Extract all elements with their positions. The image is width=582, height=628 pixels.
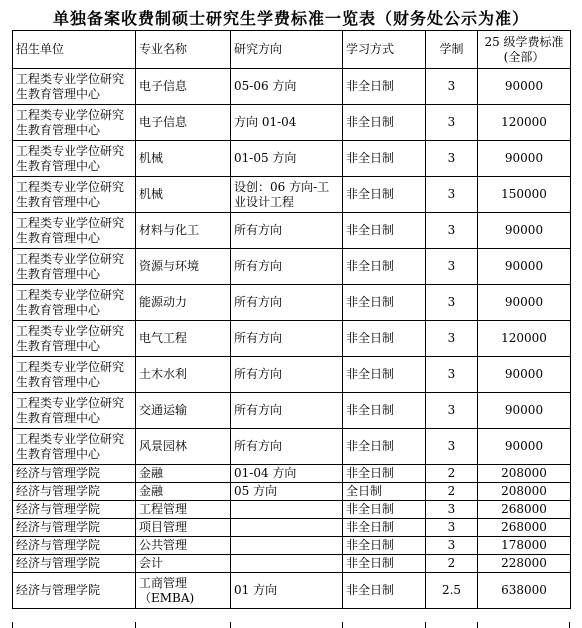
table-divider: [342, 622, 343, 628]
cell-major: 会计: [136, 555, 231, 573]
cell-direction: 所有方向: [231, 285, 343, 321]
cell-unit: 经济与管理学院: [13, 573, 136, 609]
cell-major: 风景园林: [136, 429, 231, 465]
cell-direction: 设创：06 方向-工业设计工程: [231, 177, 343, 213]
cell-tuition: 90000: [478, 141, 571, 177]
cell-study-mode: 非全日制: [343, 501, 426, 519]
table-continuation: [12, 622, 570, 628]
cell-duration: 3: [426, 249, 478, 285]
cell-unit: 经济与管理学院: [13, 465, 136, 483]
cell-tuition: 90000: [478, 213, 571, 249]
cell-major: 金融: [136, 465, 231, 483]
table-row: [13, 105, 571, 141]
cell-unit: 工程类专业学位研究生教育管理中心: [13, 141, 136, 177]
cell-duration: 3: [426, 321, 478, 357]
cell-study-mode: 非全日制: [343, 285, 426, 321]
cell-duration: 3: [426, 141, 478, 177]
cell-duration: 3: [426, 105, 478, 141]
cell-duration: 3: [426, 537, 478, 555]
cell-tuition: 638000: [478, 573, 571, 609]
cell-tuition: 90000: [478, 285, 571, 321]
cell-study-mode: 非全日制: [343, 249, 426, 285]
cell-major: 土木水利: [136, 357, 231, 393]
cell-major: 公共管理: [136, 537, 231, 555]
cell-tuition: 150000: [478, 177, 571, 213]
cell-study-mode: 非全日制: [343, 141, 426, 177]
cell-direction: [231, 519, 343, 537]
cell-direction: 所有方向: [231, 321, 343, 357]
table-row: [13, 573, 571, 609]
cell-major: 工程管理: [136, 501, 231, 519]
table-row: [13, 537, 571, 555]
cell-duration: 2: [426, 465, 478, 483]
cell-study-mode: 非全日制: [343, 105, 426, 141]
cell-unit: 工程类专业学位研究生教育管理中心: [13, 213, 136, 249]
cell-direction: 01-05 方向: [231, 141, 343, 177]
cell-direction: 01-04 方向: [231, 465, 343, 483]
cell-unit: 经济与管理学院: [13, 537, 136, 555]
cell-study-mode: 非全日制: [343, 519, 426, 537]
cell-unit: 经济与管理学院: [13, 483, 136, 501]
table-row: [13, 141, 571, 177]
cell-duration: 3: [426, 501, 478, 519]
cell-unit: 经济与管理学院: [13, 501, 136, 519]
col-header-major: 专业名称: [136, 31, 231, 69]
cell-tuition: 120000: [478, 321, 571, 357]
cell-major: 交通运输: [136, 393, 231, 429]
table-divider: [425, 622, 426, 628]
cell-unit: 工程类专业学位研究生教育管理中心: [13, 285, 136, 321]
cell-unit: 工程类专业学位研究生教育管理中心: [13, 429, 136, 465]
table-row: [13, 393, 571, 429]
table-row: [13, 465, 571, 483]
cell-unit: 工程类专业学位研究生教育管理中心: [13, 249, 136, 285]
table-row: [13, 285, 571, 321]
cell-duration: 2: [426, 555, 478, 573]
table-body: [13, 31, 571, 609]
cell-tuition: 90000: [478, 249, 571, 285]
cell-unit: 工程类专业学位研究生教育管理中心: [13, 357, 136, 393]
cell-major: 材料与化工: [136, 213, 231, 249]
cell-unit: 工程类专业学位研究生教育管理中心: [13, 105, 136, 141]
table-divider: [230, 622, 231, 628]
table-divider: [135, 622, 136, 628]
cell-unit: 经济与管理学院: [13, 519, 136, 537]
col-header-study-mode: 学习方式: [343, 31, 426, 69]
cell-unit: 经济与管理学院: [13, 555, 136, 573]
table-row: [13, 249, 571, 285]
cell-study-mode: 非全日制: [343, 429, 426, 465]
table-row: [13, 501, 571, 519]
table-row: [13, 483, 571, 501]
cell-duration: 2: [426, 483, 478, 501]
table-row: [13, 321, 571, 357]
table-row: [13, 357, 571, 393]
cell-study-mode: 非全日制: [343, 555, 426, 573]
col-header-direction: 研究方向: [231, 31, 343, 69]
cell-duration: 3: [426, 357, 478, 393]
cell-tuition: 208000: [478, 465, 571, 483]
col-header-duration: 学制: [426, 31, 478, 69]
cell-direction: [231, 501, 343, 519]
cell-study-mode: 非全日制: [343, 177, 426, 213]
cell-tuition: 228000: [478, 555, 571, 573]
cell-duration: 3: [426, 213, 478, 249]
cell-unit: 工程类专业学位研究生教育管理中心: [13, 69, 136, 105]
table-row: [13, 213, 571, 249]
cell-major: 电子信息: [136, 69, 231, 105]
cell-duration: 3: [426, 429, 478, 465]
cell-direction: 所有方向: [231, 357, 343, 393]
cell-tuition: 90000: [478, 429, 571, 465]
cell-study-mode: 非全日制: [343, 321, 426, 357]
cell-study-mode: 全日制: [343, 483, 426, 501]
cell-direction: 所有方向: [231, 393, 343, 429]
cell-duration: 3: [426, 519, 478, 537]
cell-tuition: 90000: [478, 69, 571, 105]
table-row: [13, 429, 571, 465]
cell-major: 电气工程: [136, 321, 231, 357]
cell-study-mode: 非全日制: [343, 69, 426, 105]
cell-direction: 所有方向: [231, 213, 343, 249]
cell-major: 机械: [136, 141, 231, 177]
cell-major: 工商管理（EMBA): [136, 573, 231, 609]
cell-study-mode: 非全日制: [343, 213, 426, 249]
cell-duration: 2.5: [426, 573, 478, 609]
cell-tuition: 90000: [478, 357, 571, 393]
cell-study-mode: 非全日制: [343, 573, 426, 609]
cell-study-mode: 非全日制: [343, 357, 426, 393]
cell-major: 机械: [136, 177, 231, 213]
cell-direction: 05 方向: [231, 483, 343, 501]
cell-duration: 3: [426, 393, 478, 429]
table-row: [13, 555, 571, 573]
tuition-table: [12, 30, 571, 609]
cell-study-mode: 非全日制: [343, 537, 426, 555]
cell-unit: 工程类专业学位研究生教育管理中心: [13, 177, 136, 213]
table-header-row: [13, 31, 571, 69]
cell-unit: 工程类专业学位研究生教育管理中心: [13, 393, 136, 429]
cell-direction: 方向 01-04: [231, 105, 343, 141]
cell-tuition: 268000: [478, 501, 571, 519]
cell-tuition: 120000: [478, 105, 571, 141]
cell-direction: 所有方向: [231, 429, 343, 465]
cell-major: 资源与环境: [136, 249, 231, 285]
cell-study-mode: 非全日制: [343, 465, 426, 483]
cell-tuition: 268000: [478, 519, 571, 537]
cell-tuition: 178000: [478, 537, 571, 555]
table-row: [13, 519, 571, 537]
cell-tuition: 208000: [478, 483, 571, 501]
cell-duration: 3: [426, 285, 478, 321]
cell-study-mode: 非全日制: [343, 393, 426, 429]
cell-direction: [231, 555, 343, 573]
cell-major: 能源动力: [136, 285, 231, 321]
cell-direction: 所有方向: [231, 249, 343, 285]
cell-duration: 3: [426, 177, 478, 213]
table-row: [13, 69, 571, 105]
cell-unit: 工程类专业学位研究生教育管理中心: [13, 321, 136, 357]
cell-major: 金融: [136, 483, 231, 501]
cell-tuition: 90000: [478, 393, 571, 429]
cell-direction: 05-06 方向: [231, 69, 343, 105]
table-row: [13, 177, 571, 213]
col-header-tuition: 25 级学费标准(全部）: [478, 31, 571, 69]
cell-direction: [231, 537, 343, 555]
page-title: 单独备案收费制硕士研究生学费标准一览表（财务处公示为准）: [52, 9, 529, 28]
cell-direction: 01 方向: [231, 573, 343, 609]
col-header-unit: 招生单位: [13, 31, 136, 69]
cell-major: 项目管理: [136, 519, 231, 537]
table-divider: [477, 622, 478, 628]
cell-major: 电子信息: [136, 105, 231, 141]
cell-duration: 3: [426, 69, 478, 105]
